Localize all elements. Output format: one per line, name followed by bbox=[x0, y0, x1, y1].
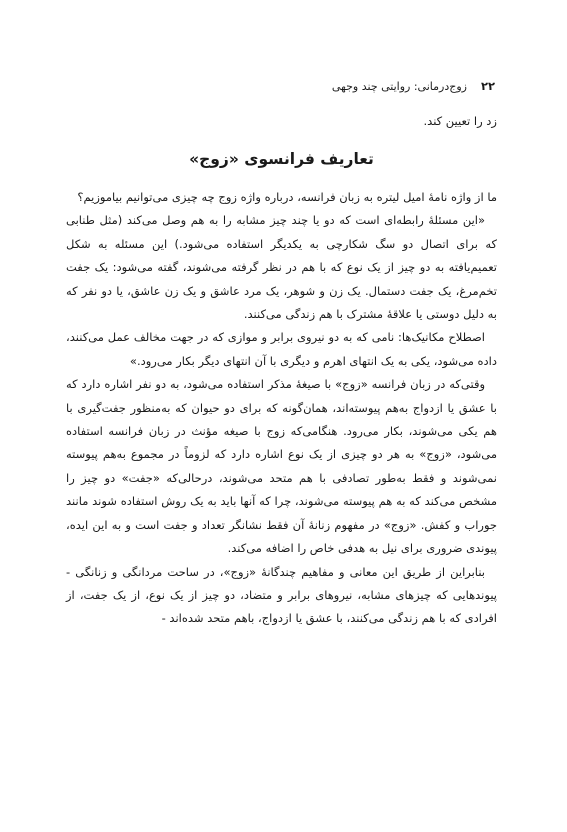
paragraph: «این مسئلهٔ رابطه‌ای است که دو یا چند چیز مشابه را به هم وصل می‌کند (مثل طنابی که برای اتصال دو سگ شکارچی به یکدیگر استفاده می‌شود.) این مسئله به شکل تعمیم‌یافته به دو چیز از یک نوع که با هم در نظر گرفته می‌شوند، گفته می‌شود: یک جفت تخم‌مرغ، یک جفت دستمال. یک زن و شوهر، یک مرد عاشق و یک زن عاشق، یا دو نفر که به دلیل دوستی یا علاقهٔ مشترک با هم زندگی می‌کنند. bbox=[66, 213, 497, 322]
intro-text bbox=[66, 110, 497, 133]
paragraph: اصطلاح مکانیک‌ها: نامی که به دو نیروی برابر و موازی که در جهت مخالف عمل می‌کنند، داده می‌شود، یکی به یک انتهای اهرم و دیگری با آن انتهای دیگر بکار می‌رود.» bbox=[66, 330, 497, 368]
page-number: ۲۲ bbox=[480, 79, 495, 93]
paragraph: ما از واژه‌ نامهٔ امیل لیتره به زبان فرانسه، درباره واژه زوج چه چیزی می‌توانیم بیاموزیم؟ bbox=[77, 190, 497, 204]
main-text bbox=[66, 186, 497, 631]
paragraph: وقتی‌که در زبان فرانسه «زوج» با صیغهٔ مذکر استفاده می‌شود، به دو نفر اشاره دارد که با عشق یا ازدواج به‌هم پیوسته‌اند، همان‌گونه که برای دو حیوان که به‌منظور جفت‌گیری با هم یکی می‌شوند، بکار می‌رود. هنگامی‌که زوج با صیغه مؤنث در زبان فرانسه استفاده می‌شود، «زوج» به هر دو چیزی از یک نوع اشاره دارد که لزوماً در مجموع به‌هم پیوسته نمی‌شوند و فقط به‌طور تصادفی با هم متحد می‌شوند، درحالی‌که «جفت» دو چیز را مشخص می‌کند که به هم پیوسته می‌شوند، چرا که آنها باید به یک روش استفاده شوند مانند جوراب و کفش. «زوج» در مفهوم زنانهٔ آن فقط نشانگر تعداد و جفت است و به این ایده، پیوندی ضروری برای نیل به هدفی خاص را اضافه می‌کند. bbox=[66, 377, 497, 556]
section-title: تعاریف فرانسوی «زوج» bbox=[189, 150, 374, 168]
running-header bbox=[70, 76, 495, 96]
intro-line: زد را تعیین کند. bbox=[423, 114, 497, 128]
paragraph: بنابراین از طریق این معانی و مفاهیم چندگانهٔ «زوج»، در ساحت مردانگی و زنانگی - پیوندهایی که چیزهای مشابه، نیروهای برابر و متضاد، دو چیز از یک نوع، از یک جفت، از افرادی که با هم زندگی می‌کنند، با عشق یا ازدواج، باهم متحد شده‌اند - bbox=[66, 564, 497, 626]
running-title: زوج‌درمانی: روایتی چند وجهی bbox=[331, 79, 467, 93]
